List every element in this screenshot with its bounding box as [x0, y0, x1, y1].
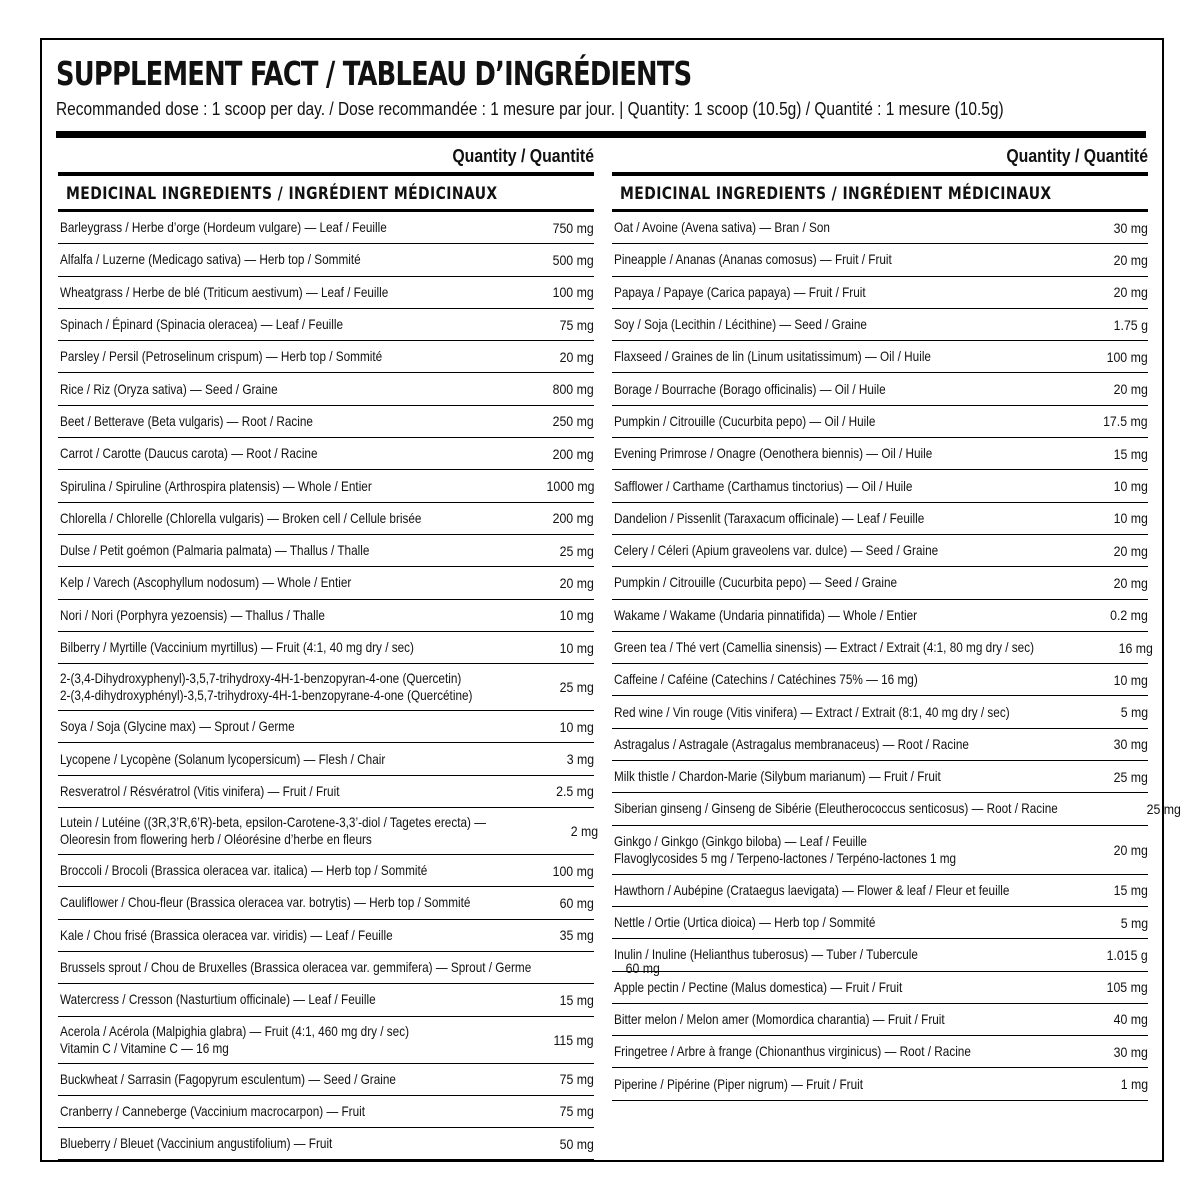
ingredient-name [612, 574, 1078, 591]
quantity-header: Quantity / Quantité [452, 146, 594, 166]
table-row [612, 907, 1148, 939]
table-row [58, 503, 594, 535]
ingredient-name [612, 478, 1078, 495]
ingredient-name [58, 1103, 524, 1120]
table-row [58, 920, 594, 952]
ingredient-name-line: Parsley / Persil (Petroselinum crispum) — Herb top / Sommité [60, 348, 383, 365]
table-row [58, 1096, 594, 1128]
table-row [612, 939, 1148, 971]
ingredient-name-line: Nettle / Ortie (Urtica dioica) — Herb top / Sommité [614, 914, 876, 931]
ingredient-name [612, 1011, 1078, 1028]
ingredient-name [612, 736, 1078, 753]
table-row [58, 808, 599, 855]
ingredient-name-line: Oat / Avoine (Avena sativa) — Bran / Son [614, 219, 830, 236]
ingredient-name-line: Hawthorn / Aubépine (Crataegus laevigata) — Flower & leaf / Fleur et feuille [614, 881, 1010, 898]
ingredient-name-line: Inulin / Inuline (Helianthus tuberosus) — Tuber / Tubercule [614, 946, 918, 963]
ingredient-name-line: Safflower / Carthame (Carthamus tinctorius) — Oil / Huile [614, 477, 913, 494]
table-row [612, 567, 1148, 599]
ingredient-name-line: Oleoresin from flowering herb / Oléorésine d’herbe en fleurs [60, 831, 372, 848]
table-row [58, 1017, 594, 1064]
ingredient-name-line: Lycopene / Lycopène (Solanum lycopersicum) — Flesh / Chair [60, 750, 386, 767]
ingredient-name-line: Pumpkin / Citrouille (Cucurbita pepo) — Oil / Huile [614, 412, 876, 429]
ingredient-name-line: Celery / Céleri (Apium graveolens var. dulce) — Seed / Graine [614, 542, 939, 559]
ingredient-name-line: Pumpkin / Citrouille (Cucurbita pepo) — Seed / Graine [614, 574, 898, 591]
right-column [612, 140, 1182, 1101]
ingredient-amount: 15 mg [1113, 882, 1148, 899]
ingredient-name-line: Spirulina / Spiruline (Arthrospira platensis) — Whole / Entier [60, 477, 372, 494]
table-row [612, 600, 1148, 632]
left-column [58, 140, 660, 1160]
ingredient-amount: 20 mg [1113, 542, 1148, 559]
ingredient-amount: 0.2 mg [1110, 607, 1148, 624]
ingredient-name [58, 862, 524, 879]
ingredient-name-line: Broccoli / Brocoli (Brassica oleracea var. italica) — Herb top / Sommité [60, 862, 428, 879]
table-row [612, 503, 1148, 535]
ingredient-amount: 750 mg [552, 219, 594, 236]
ingredient-amount: 15 mg [559, 991, 594, 1008]
ingredient-name-line: Vitamin C / Vitamine C — 16 mg [60, 1039, 229, 1056]
ingredient-amount: 200 mg [552, 445, 594, 462]
ingredient-amount: 10 mg [1113, 671, 1148, 688]
ingredient-amount: 20 mg [1113, 251, 1148, 268]
ingredient-name [612, 348, 1078, 365]
table-row [612, 212, 1148, 244]
ingredient-name [612, 882, 1085, 899]
ingredient-name-line: Dulse / Petit goémon (Palmaria palmata) — Thallus / Thalle [60, 542, 370, 559]
ingredient-name-line: Borage / Bourrache (Borago officinalis) — Oil / Huile [614, 380, 886, 397]
table-row [612, 244, 1148, 276]
ingredient-name-line: Resveratrol / Résvératrol (Vitis vinifera) — Fruit / Fruit [60, 782, 340, 799]
ingredient-name-line: Fringetree / Arbre à frange (Chionanthus virginicus) — Root / Racine [614, 1043, 971, 1060]
ingredient-name [58, 574, 524, 591]
ingredient-amount: 25 mg [559, 542, 594, 559]
ingredient-amount: 10 mg [559, 718, 594, 735]
ingredient-name [612, 1043, 1078, 1060]
ingredient-amount: 25 mg [559, 679, 594, 696]
ingredient-name-line: Evening Primrose / Onagre (Oenothera biennis) — Oil / Huile [614, 445, 933, 462]
ingredient-amount: 105 mg [1106, 979, 1148, 996]
ingredient-name [612, 607, 1078, 624]
ingredient-name-line: Brussels sprout / Chou de Bruxelles (Brassica oleracea var. gemmifera) — Sprout / Germe [60, 959, 532, 976]
ingredient-amount: 40 mg [1113, 1011, 1148, 1028]
table-row [58, 887, 594, 919]
ingredient-name [58, 381, 524, 398]
ingredient-amount: 5 mg [1120, 914, 1148, 931]
ingredient-amount: 20 mg [559, 574, 594, 591]
table-row [612, 1004, 1148, 1036]
table-row [612, 470, 1148, 502]
ingredient-amount: 25 mg [1147, 800, 1182, 817]
ingredient-amount: 5 mg [1120, 704, 1148, 721]
ingredient-name-line: Soy / Soja (Lecithin / Lécithine) — Seed / Graine [614, 316, 867, 333]
table-row [58, 984, 594, 1016]
ingredient-amount: 25 mg [1113, 768, 1148, 785]
table-row [612, 696, 1148, 728]
ingredient-name-line: Bilberry / Myrtille (Vaccinium myrtillus) — Fruit (4:1, 40 mg dry / sec) [60, 639, 414, 655]
ingredient-name [58, 445, 524, 462]
ingredient-amount: 35 mg [559, 927, 594, 944]
ingredient-name-line: Spinach / Épinard (Spinacia oleracea) — Leaf / Feuille [60, 316, 344, 333]
ingredient-name [612, 542, 1078, 559]
supplement-facts-panel [40, 38, 1182, 1162]
table-row [612, 793, 1182, 825]
ingredient-name [612, 914, 1078, 931]
ingredient-name-line: Red wine / Vin rouge (Vitis vinifera) — Extract / Extrait (8:1, 40 mg dry / sec) [614, 703, 1010, 720]
ingredient-amount: 75 mg [559, 1103, 594, 1120]
ingredient-name-line: Kale / Chou frisé (Brassica oleracea var. viridis) — Leaf / Feuille [60, 926, 393, 943]
table-row [58, 212, 594, 244]
table-row [58, 1128, 594, 1160]
ingredient-name-line: Cranberry / Canneberge (Vaccinium macrocarpon) — Fruit [60, 1102, 366, 1119]
ingredient-amount: 1 mg [1120, 1076, 1148, 1093]
table-row [58, 406, 594, 438]
ingredient-amount: 60 mg [559, 894, 594, 911]
title-divider [56, 131, 1146, 138]
table-row [612, 875, 1148, 907]
section-title: MEDICINAL INGREDIENTS / INGRÉDIENT MÉDICINAUX [58, 176, 594, 212]
ingredient-name-line: Caffeine / Caféine (Catechins / Catéchines 75% — 16 mg) [614, 671, 918, 688]
table-row [58, 664, 594, 711]
ingredient-name [612, 704, 1085, 721]
ingredient-name [58, 316, 524, 333]
dose-subtitle: Recommanded dose : 1 scoop per day. / Dose recommandée : 1 mesure par jour. | Quantity: 1 scoop (10.5g) / Quantité : 1 mesure (10.5g) [56, 99, 1004, 119]
ingredient-amount: 500 mg [552, 251, 594, 268]
table-row [58, 776, 594, 808]
ingredient-amount: 200 mg [552, 510, 594, 527]
table-row [58, 470, 594, 502]
ingredient-amount: 30 mg [1113, 736, 1148, 753]
table-row [612, 761, 1148, 793]
table-row [612, 664, 1148, 696]
ingredient-name-line: Flavoglycosides 5 mg / Terpeno-lactones / Terpéno-lactones 1 mg [614, 849, 957, 866]
ingredient-name [58, 348, 524, 365]
ingredient-amount: 100 mg [1106, 348, 1148, 365]
ingredient-name [58, 751, 524, 768]
ingredient-name-line: Wakame / Wakame (Undaria pinnatifida) — Whole / Entier [614, 606, 918, 623]
ingredient-name [58, 542, 524, 559]
ingredient-name-line: Wheatgrass / Herbe de blé (Triticum aestivum) — Leaf / Feuille [60, 283, 389, 300]
ingredient-name-line: 2-(3,4-dihydroxyphényl)-3,5,7-trihydroxy-4H-1-benzopyrane-4-one (Quercétine) [60, 687, 473, 704]
table-row [58, 711, 594, 743]
ingredient-name-line: Bitter melon / Melon amer (Momordica charantia) — Fruit / Fruit [614, 1010, 945, 1027]
ingredient-amount: 30 mg [1113, 1043, 1148, 1060]
ingredient-name-line: Soya / Soja (Glycine max) — Sprout / Germe [60, 718, 295, 735]
table-row [58, 600, 594, 632]
ingredient-name [58, 219, 524, 236]
ingredient-amount: 115 mg [553, 1031, 594, 1048]
table-row [58, 632, 594, 664]
ingredient-amount: 60 mg [625, 959, 660, 976]
ingredient-amount: 3 mg [566, 751, 594, 768]
ingredient-amount: 15 mg [1113, 445, 1148, 462]
ingredient-name-line: Beet / Betterave (Beta vulgaris) — Root / Racine [60, 412, 313, 429]
ingredient-name-line: Astragalus / Astragale (Astragalus membranaceus) — Root / Racine [614, 735, 969, 752]
ingredient-name-line: Milk thistle / Chardon-Marie (Silybum marianum) — Fruit / Fruit [614, 768, 941, 785]
ingredient-table [612, 212, 1182, 1101]
table-row [58, 309, 594, 341]
ingredient-amount: 2.5 mg [556, 783, 594, 800]
ingredient-name-line: Watercress / Cresson (Nasturtium officinale) — Leaf / Feuille [60, 991, 376, 1008]
ingredient-name-line: Siberian ginseng / Ginseng de Sibérie (Eleutherococcus senticosus) — Root / Racine [614, 800, 1058, 817]
ingredient-amount: 1000 mg [546, 478, 594, 495]
ingredient-name [58, 607, 524, 624]
table-row [58, 535, 594, 567]
ingredient-name [612, 284, 1078, 301]
ingredient-name [612, 800, 1142, 817]
ingredient-name-line: Apple pectin / Pectine (Malus domestica) — Fruit / Fruit [614, 978, 903, 995]
ingredient-name-line: 2-(3,4-Dihydroxyphenyl)-3,5,7-trihydroxy-4H-1-benzopyran-4-one (Quercetin) [60, 670, 462, 687]
ingredient-name-line: Buckwheat / Sarrasin (Fagopyrum esculentum) — Seed / Graine [60, 1070, 396, 1087]
table-row [612, 535, 1148, 567]
ingredient-name-line: Lutein / Lutéine ((3R,3’R,6’R)-beta, epsilon-Carotene-3,3’-diol / Tagetes erecta) — [60, 814, 486, 831]
ingredient-name [612, 946, 1078, 963]
ingredient-amount: 100 mg [552, 862, 594, 879]
ingredient-amount: 10 mg [559, 639, 594, 656]
ingredient-amount: 1.015 g [1106, 946, 1148, 963]
ingredient-amount: 10 mg [1113, 478, 1148, 495]
table-row [612, 1068, 1148, 1100]
ingredient-name [58, 1135, 524, 1152]
ingredient-name-line: Rice / Riz (Oryza sativa) — Seed / Graine [60, 380, 278, 397]
ingredient-name [58, 251, 524, 268]
table-row [612, 438, 1148, 470]
ingredient-name [58, 1023, 524, 1057]
ingredient-name [612, 251, 1078, 268]
ingredient-table [58, 212, 660, 1160]
ingredient-amount: 1.75 g [1113, 316, 1148, 333]
table-row [58, 743, 594, 775]
table-row [612, 729, 1148, 761]
ingredient-name [58, 814, 567, 848]
ingredient-name [612, 639, 1114, 656]
ingredient-name-line: Dandelion / Pissenlit (Taraxacum officinale) — Leaf / Feuille [614, 509, 925, 526]
ingredient-amount: 75 mg [559, 1071, 594, 1088]
table-row [58, 855, 594, 887]
table-row [58, 952, 660, 984]
ingredient-amount: 250 mg [552, 413, 594, 430]
table-row [58, 438, 594, 470]
ingredient-name [58, 959, 621, 976]
ingredient-name [58, 894, 549, 911]
table-row [612, 632, 1153, 664]
ingredient-name-line: Chlorella / Chlorelle (Chlorella vulgaris) — Broken cell / Cellule brisée [60, 509, 422, 526]
ingredient-amount: 20 mg [1113, 381, 1148, 398]
table-row [612, 277, 1148, 309]
ingredient-name [612, 381, 1078, 398]
ingredient-name-line: Green tea / Thé vert (Camellia sinensis) — Extract / Extrait (4:1, 80 mg dry / sec) [614, 639, 1035, 655]
ingredient-amount: 20 mg [559, 348, 594, 365]
panel-title: SUPPLEMENT FACT / TABLEAU D’INGRÉDIENTS [56, 54, 692, 93]
ingredient-name-line: Barleygrass / Herbe d’orge (Hordeum vulgare) — Leaf / Feuille [60, 219, 387, 236]
ingredient-amount: 17.5 mg [1103, 413, 1148, 430]
ingredient-name [612, 445, 1078, 462]
ingredient-amount: 2 mg [570, 823, 599, 840]
table-row [58, 244, 594, 276]
ingredient-amount: 20 mg [1113, 284, 1148, 301]
ingredient-name-line: Acerola / Acérola (Malpighia glabra) — Fruit (4:1, 460 mg dry / sec) [60, 1022, 410, 1039]
ingredient-name [612, 510, 1078, 527]
ingredient-name-line: Cauliflower / Chou-fleur (Brassica oleracea var. botrytis) — Herb top / Sommité [60, 894, 471, 911]
ingredient-name-line: Pineapple / Ananas (Ananas comosus) — Fruit / Fruit [614, 251, 892, 268]
ingredient-name [58, 927, 524, 944]
ingredient-name [612, 833, 1078, 867]
ingredient-name [58, 510, 524, 527]
table-row [58, 277, 594, 309]
ingredient-name-line: Alfalfa / Luzerne (Medicago sativa) — Herb top / Sommité [60, 251, 361, 268]
ingredient-name [58, 783, 524, 800]
ingredient-name [612, 768, 1078, 785]
table-row [612, 309, 1148, 341]
ingredient-name [612, 219, 1078, 236]
ingredient-name [58, 413, 524, 430]
table-row [58, 373, 594, 405]
table-row [612, 1036, 1148, 1068]
ingredient-amount: 800 mg [552, 381, 594, 398]
ingredient-amount: 75 mg [559, 316, 594, 333]
table-row [612, 972, 1148, 1004]
quantity-header: Quantity / Quantité [1006, 146, 1148, 166]
ingredient-name-line: Flaxseed / Graines de lin (Linum usitatissimum) — Oil / Huile [614, 348, 931, 365]
ingredient-name-line: Kelp / Varech (Ascophyllum nodosum) — Whole / Entier [60, 574, 352, 591]
ingredient-name-line: Nori / Nori (Porphyra yezoensis) — Thallus / Thalle [60, 606, 325, 623]
ingredient-amount: 30 mg [1113, 219, 1148, 236]
ingredient-name [58, 639, 524, 656]
ingredient-amount: 16 mg [1118, 639, 1153, 656]
ingredient-amount: 10 mg [1113, 510, 1148, 527]
ingredient-name [612, 671, 1078, 688]
ingredient-name [612, 1076, 1078, 1093]
ingredient-name [58, 284, 524, 301]
ingredient-name-line: Blueberry / Bleuet (Vaccinium angustifolium) — Fruit [60, 1135, 333, 1152]
table-row [58, 341, 594, 373]
ingredient-name [58, 991, 524, 1008]
ingredient-name [612, 979, 1078, 996]
table-row [612, 341, 1148, 373]
ingredient-name [58, 718, 524, 735]
table-row [58, 567, 594, 599]
ingredient-name [58, 1071, 524, 1088]
ingredient-amount: 50 mg [559, 1135, 594, 1152]
table-row [612, 826, 1148, 875]
ingredient-name-line: Piperine / Pipérine (Piper nigrum) — Fruit / Fruit [614, 1075, 864, 1092]
ingredient-name [58, 478, 524, 495]
section-title: MEDICINAL INGREDIENTS / INGRÉDIENT MÉDICINAUX [612, 176, 1148, 212]
ingredient-name-line: Carrot / Carotte (Daucus carota) — Root / Racine [60, 445, 318, 462]
ingredient-name-line: Papaya / Papaye (Carica papaya) — Fruit / Fruit [614, 283, 866, 300]
ingredient-name [612, 316, 1078, 333]
ingredient-amount: 100 mg [552, 284, 594, 301]
table-row [612, 373, 1148, 405]
ingredient-amount: 10 mg [559, 607, 594, 624]
ingredient-name [58, 670, 551, 704]
ingredient-name [612, 413, 1078, 430]
ingredient-amount: 20 mg [1113, 574, 1148, 591]
table-row [612, 406, 1148, 438]
ingredient-name-line: Ginkgo / Ginkgo (Ginkgo biloba) — Leaf / Feuille [614, 832, 867, 849]
ingredient-amount: 20 mg [1113, 841, 1148, 858]
table-row [58, 1064, 594, 1096]
